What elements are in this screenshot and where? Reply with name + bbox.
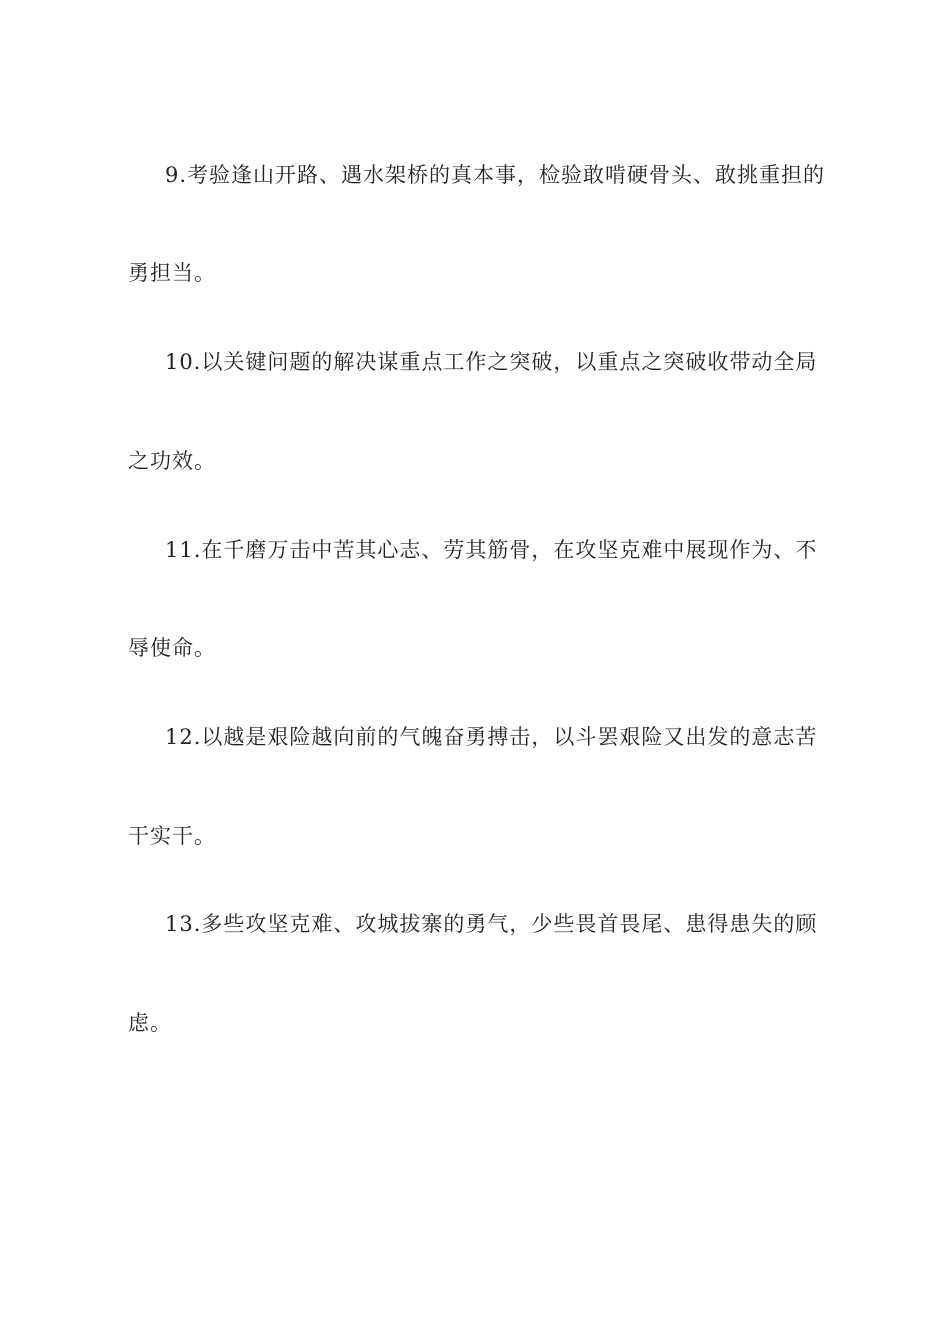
paragraph-12-line-1: 12.以越是艰险越向前的气魄奋勇搏击，以斗罢艰险又出发的意志苦 (165, 725, 818, 749)
paragraph-11-line-2: 辱使命。 (128, 636, 216, 660)
paragraph-10-line-1: 10.以关键问题的解决谋重点工作之突破，以重点之突破收带动全局 (165, 350, 818, 374)
paragraph-13-line-2: 虑。 (128, 1011, 172, 1035)
paragraph-9-line-1: 9.考验逢山开路、遇水架桥的真本事，检验敢啃硬骨头、敢挑重担的 (165, 163, 826, 187)
paragraph-9-line-2: 勇担当。 (128, 261, 216, 285)
paragraph-11-line-1: 11.在千磨万击中苦其心志、劳其筋骨，在攻坚克难中展现作为、不 (165, 538, 818, 562)
paragraph-13-line-1: 13.多些攻坚克难、攻城拔寨的勇气，少些畏首畏尾、患得患失的顾 (165, 912, 818, 936)
paragraph-12-line-2: 干实干。 (128, 824, 216, 848)
paragraph-10-line-2: 之功效。 (128, 449, 216, 473)
